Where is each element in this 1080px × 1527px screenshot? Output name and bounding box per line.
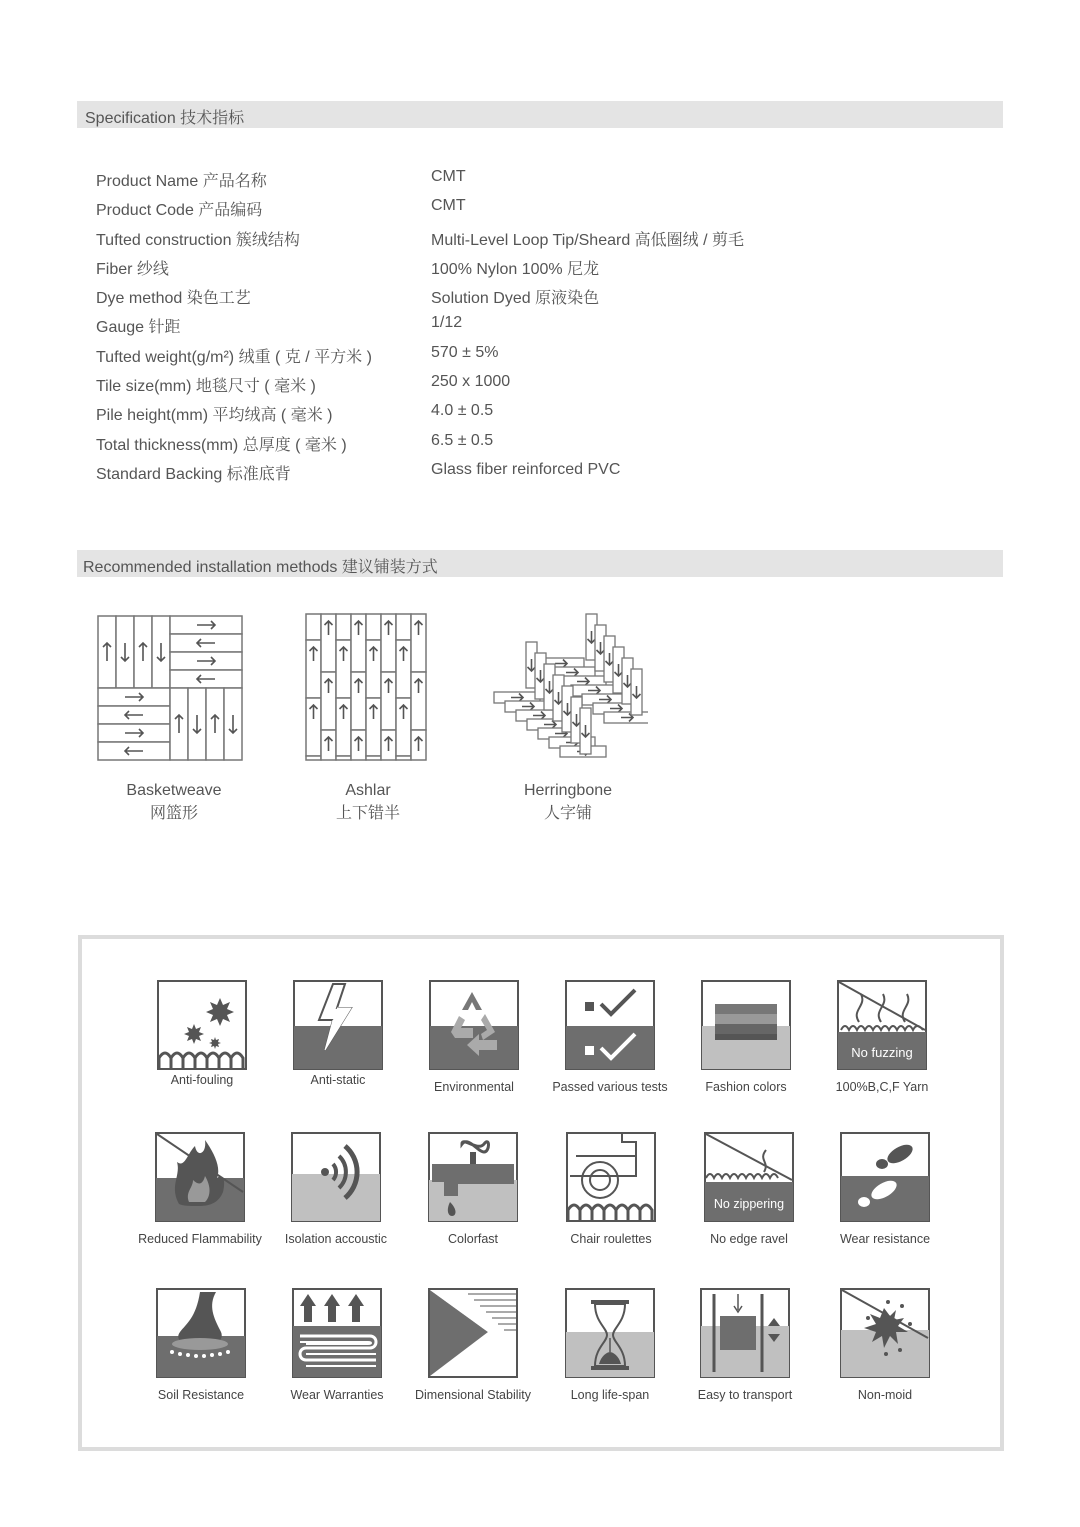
feature-label: 100%B,C,F Yarn <box>835 1080 929 1094</box>
feature-label: Colorfast <box>447 1232 499 1246</box>
spec-label: Tile size(mm) 地毯尺寸 ( 毫米 ) <box>96 378 316 396</box>
spec-value: 570 ± 5% <box>431 343 499 361</box>
ashlar-diagram-icon <box>305 613 431 761</box>
spec-label: Tufted construction 簇绒结构 <box>96 231 300 249</box>
spec-table <box>96 168 856 490</box>
spec-row <box>96 432 856 461</box>
spec-row <box>96 285 856 314</box>
soil-drop-icon <box>156 1288 246 1378</box>
spec-value: CMT <box>431 168 466 185</box>
feature-long-life-span <box>540 1288 680 1402</box>
feature-label: Long life-span <box>570 1388 650 1402</box>
spec-value: Glass fiber reinforced PVC <box>431 460 621 478</box>
feature-label: Non-moid <box>857 1388 913 1402</box>
hourglass-icon <box>565 1288 655 1378</box>
features-panel <box>78 935 1004 1451</box>
no-zippering-icon <box>704 1132 794 1222</box>
feature-label: Wear Warranties <box>290 1388 384 1402</box>
feature-badge: No fuzzing <box>851 1045 913 1060</box>
feature-badge: No zippering <box>713 1197 785 1211</box>
feature-dimensional-stability <box>403 1288 543 1402</box>
feature-anti-fouling <box>132 980 272 1087</box>
feature-easy-transport <box>675 1288 815 1402</box>
spec-row <box>96 344 856 373</box>
recycle-icon <box>429 980 519 1070</box>
spec-label: Standard Backing 标准底背 <box>96 465 291 483</box>
spec-label: Total thickness(mm) 总厚度 ( 毫米 ) <box>96 436 347 454</box>
spec-label: Pile height(mm) 平均绒高 ( 毫米 ) <box>96 407 333 425</box>
spec-row <box>96 256 856 285</box>
feature-label: Dimensional Stability <box>414 1388 532 1402</box>
faucet-icon <box>428 1132 518 1222</box>
feature-chair-roulettes <box>541 1132 681 1246</box>
arrows-up-icon <box>292 1288 382 1378</box>
method-name-en: Herringbone <box>523 782 613 799</box>
method-name-zh: 上下错半 <box>335 805 400 822</box>
feature-passed-tests <box>540 980 680 1094</box>
feature-no-edge-ravel <box>679 1132 819 1246</box>
feature-isolation-acoustic <box>266 1132 406 1246</box>
spec-value: 6.5 ± 0.5 <box>431 431 494 449</box>
footprints-icon <box>840 1132 930 1222</box>
no-mold-icon <box>840 1288 930 1378</box>
feature-label: Chair roulettes <box>570 1232 652 1246</box>
chair-wheel-icon <box>566 1132 656 1222</box>
feature-wear-resistance <box>815 1132 955 1246</box>
spec-row <box>96 402 856 431</box>
feature-label: Anti-static <box>310 1073 366 1087</box>
spec-value: 1/12 <box>431 314 463 332</box>
feature-label: Reduced Flammability <box>138 1232 262 1246</box>
feature-label: Soil Resistance <box>157 1388 245 1402</box>
spec-row <box>96 227 856 256</box>
feature-flammability <box>130 1132 270 1246</box>
spec-label: Fiber 纱线 <box>96 260 169 278</box>
triangle-lines-icon <box>428 1288 518 1378</box>
feature-label: Fashion colors <box>705 1080 787 1094</box>
spec-row <box>96 314 856 343</box>
elevator-icon <box>700 1288 790 1378</box>
feature-environmental <box>404 980 544 1094</box>
spec-value: CMT <box>431 197 466 215</box>
method-name-en: Ashlar <box>345 782 391 799</box>
feature-label: Anti-fouling <box>170 1073 234 1087</box>
feature-label: Wear resistance <box>839 1232 931 1246</box>
spec-value: 100% Nylon 100% 尼龙 <box>431 260 600 278</box>
feature-label: No edge ravel <box>710 1232 788 1246</box>
spec-label: Dye method 染色工艺 <box>96 290 251 308</box>
feature-label: Environmental <box>434 1080 514 1094</box>
spec-row <box>96 461 856 490</box>
spec-section-header <box>77 101 1003 128</box>
install-section-header <box>77 550 1003 577</box>
no-fuzzing-icon <box>837 980 927 1070</box>
spec-value: Multi-Level Loop Tip/Sheard 高低圈绒 / 剪毛 <box>431 231 745 249</box>
spec-section-title: Specification 技术指标 <box>85 110 245 127</box>
method-name-zh: 网篮形 <box>149 805 198 822</box>
flame-icon <box>155 1132 245 1222</box>
spec-label: Tufted weight(g/m²) 绒重 ( 克 / 平方米 ) <box>96 348 372 366</box>
method-herringbone <box>490 612 648 825</box>
spec-value: 250 x 1000 <box>431 373 511 391</box>
anti-fouling-icon <box>157 980 247 1070</box>
spec-value: 4.0 ± 0.5 <box>431 402 494 420</box>
feature-soil-resistance <box>131 1288 271 1402</box>
feature-bcf-yarn <box>812 980 952 1094</box>
feature-anti-static <box>268 980 408 1087</box>
install-section-title: Recommended installation methods 建议铺装方式 <box>83 559 438 576</box>
anti-static-icon <box>293 980 383 1070</box>
spec-label: Gauge 针距 <box>96 319 181 337</box>
spec-row <box>96 373 856 402</box>
feature-colorfast <box>403 1132 543 1246</box>
method-name-zh: 人字铺 <box>543 805 592 822</box>
feature-label: Passed various tests <box>552 1080 668 1094</box>
feature-wear-warranties <box>267 1288 407 1402</box>
herringbone-diagram-icon <box>490 612 648 760</box>
method-ashlar <box>305 613 431 825</box>
color-stripes-icon <box>701 980 791 1070</box>
checkmarks-icon <box>565 980 655 1070</box>
method-basketweave <box>97 615 247 825</box>
feature-non-mold <box>815 1288 955 1402</box>
spec-label: Product Name 产品名称 <box>96 173 267 190</box>
feature-label: Isolation accoustic <box>284 1232 388 1246</box>
spec-row <box>96 197 856 226</box>
spec-label: Product Code 产品编码 <box>96 202 263 220</box>
spec-row <box>96 168 856 197</box>
basketweave-diagram-icon <box>97 615 243 761</box>
sound-waves-icon <box>291 1132 381 1222</box>
method-name-en: Basketweave <box>126 782 222 799</box>
feature-label: Easy to transport <box>697 1388 793 1402</box>
feature-fashion-colors <box>676 980 816 1094</box>
spec-value: Solution Dyed 原液染色 <box>431 290 600 308</box>
